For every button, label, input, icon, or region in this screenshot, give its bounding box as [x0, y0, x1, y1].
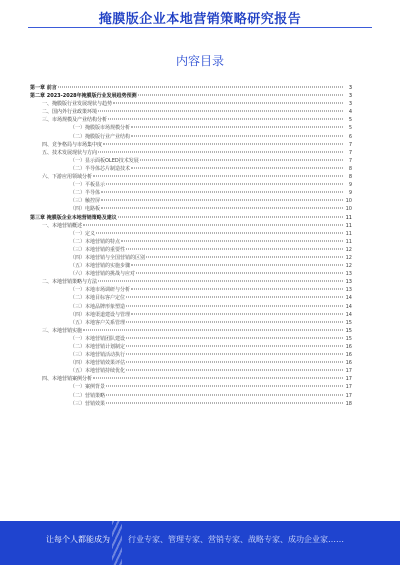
toc-leader-dots: [58, 87, 343, 88]
toc-leader-dots: [113, 103, 343, 104]
toc-entry-text: （五）本地营销持续优化: [70, 368, 126, 375]
toc-entry-text: （二）掩膜版行业产业结构: [70, 133, 131, 140]
toc-entry[interactable]: [30, 400, 352, 408]
toc-entry-text: 第二章 2023-2028年掩膜版行业发展趋势预测: [30, 93, 137, 100]
toc-entry-page: 11: [345, 238, 352, 245]
toc-entry-text: 三、市场规模及产业结构分析: [42, 117, 108, 124]
toc-leader-dots: [106, 386, 343, 387]
toc-leader-dots: [98, 151, 343, 152]
toc-entry-page: 4: [348, 109, 352, 116]
toc-entry-text: （六）本地营销的挑战与应对: [70, 271, 136, 278]
toc-entry-page: 10: [345, 206, 352, 213]
toc-entry-text: （三）触控屏: [70, 198, 101, 205]
toc-entry[interactable]: [30, 133, 352, 141]
toc-entry-page: 3: [348, 85, 352, 91]
toc-entry[interactable]: [30, 343, 352, 351]
toc-entry-text: （二）本地营销的特点: [70, 238, 121, 245]
toc-entry-page: 11: [345, 222, 352, 229]
toc-leader-dots: [83, 224, 343, 225]
toc-entry[interactable]: [30, 254, 352, 262]
toc-leader-dots: [131, 289, 343, 290]
toc-entry[interactable]: [30, 392, 352, 400]
toc-entry-page: 14: [345, 303, 352, 310]
toc-entry[interactable]: [30, 173, 352, 181]
toc-entry[interactable]: [30, 181, 352, 189]
toc-entry-text: （一）显示面板OLED技术发展: [70, 157, 139, 164]
toc-entry-text: 四、竞争格局与市场集中度: [42, 141, 103, 148]
toc-leader-dots: [146, 256, 343, 257]
toc-entry-text: （三）营销效果: [70, 400, 106, 407]
toc-entry-page: 15: [345, 335, 352, 342]
toc-entry[interactable]: [30, 222, 352, 230]
toc-entry-page: 15: [345, 319, 352, 326]
toc-leader-dots: [83, 329, 343, 330]
toc-leader-dots: [131, 265, 343, 266]
toc-entry-page: 13: [345, 279, 352, 286]
toc-leader-dots: [131, 127, 343, 128]
toc-entry-page: 17: [345, 392, 352, 399]
toc-entry[interactable]: [30, 359, 352, 367]
toc-entry-page: 16: [345, 360, 352, 367]
toc-entry[interactable]: [30, 197, 352, 205]
toc-entry-page: 11: [345, 230, 352, 237]
toc-entry-page: 5: [348, 125, 352, 132]
toc-entry-page: 5: [348, 117, 352, 124]
toc-entry[interactable]: [30, 351, 352, 359]
toc-leader-dots: [131, 313, 343, 314]
toc-leader-dots: [126, 305, 343, 306]
toc-entry-page: 13: [345, 287, 352, 294]
toc-entry-text: （三）本地品牌形象塑造: [70, 303, 126, 310]
toc-entry-text: （三）本地营销活动执行: [70, 352, 126, 359]
toc-leader-dots: [106, 184, 343, 185]
toc-leader-dots: [93, 378, 343, 379]
toc-entry[interactable]: [30, 100, 352, 108]
toc-leader-dots: [126, 354, 343, 355]
toc-entry-text: 一、掩膜版行业发展现状与趋势: [42, 101, 113, 108]
toc-entry[interactable]: [30, 238, 352, 246]
toc-entry-page: 18: [345, 400, 352, 407]
toc-entry-page: 14: [345, 311, 352, 318]
toc-entry[interactable]: [30, 303, 352, 311]
toc-leader-dots: [101, 192, 343, 193]
toc-leader-dots: [126, 297, 343, 298]
toc-entry[interactable]: [30, 214, 352, 222]
toc-entry[interactable]: [30, 375, 352, 383]
toc-leader-dots: [140, 159, 343, 160]
toc-entry-text: （五）本地营销的实施步骤: [70, 263, 131, 270]
toc-entry[interactable]: [30, 278, 352, 286]
toc-entry-text: 一、本地营销概述: [42, 222, 83, 229]
toc-entry-text: 第三章 掩膜版企业本地营销策略及建议: [30, 214, 117, 221]
toc-entry-text: 六、下游应用领域分析: [42, 174, 93, 181]
toc-entry-page: 13: [345, 271, 352, 278]
toc-leader-dots: [126, 370, 343, 371]
toc-entry-page: 12: [345, 246, 352, 253]
toc-entry-page: 11: [345, 214, 352, 221]
toc-leader-dots: [108, 119, 343, 120]
toc-entry-page: 9: [348, 190, 352, 197]
footer-slogan-left: 让每个人都能成为: [46, 535, 110, 544]
toc-entry-page: 9: [348, 182, 352, 189]
toc-entry[interactable]: [30, 383, 352, 391]
toc-entry-page: 7: [348, 141, 352, 148]
footer-decoration: [112, 521, 122, 565]
toc-entry-page: 16: [345, 344, 352, 350]
toc-entry-page: 3: [348, 101, 352, 108]
toc-entry[interactable]: [30, 141, 352, 149]
toc-entry-text: （一）案例背景: [70, 384, 106, 391]
toc-entry-text: （四）本地营销效果评估: [70, 360, 126, 367]
toc-leader-dots: [126, 337, 343, 338]
toc-entry-page: 7: [348, 157, 352, 164]
toc-entry[interactable]: [30, 124, 352, 132]
toc-entry-page: 12: [345, 263, 352, 270]
toc-leader-dots: [126, 248, 343, 249]
toc-entry[interactable]: [30, 319, 352, 327]
toc-leader-dots: [138, 95, 343, 96]
toc-entry-text: （一）定义: [70, 230, 96, 237]
toc-entry-text: 三、本地营销实施: [42, 327, 83, 334]
toc-entry[interactable]: [30, 327, 352, 335]
toc-entry[interactable]: [30, 294, 352, 302]
toc-entry-text: （三）本地营销的重要性: [70, 246, 126, 253]
toc-leader-dots: [118, 216, 343, 217]
toc-entry-page: 17: [345, 376, 352, 383]
toc-entry-page: 10: [345, 198, 352, 205]
toc-entry-text: （二）本地目标客户定位: [70, 295, 126, 302]
toc-entry[interactable]: [30, 116, 352, 124]
toc-leader-dots: [121, 240, 343, 241]
toc-entry-text: 第一章 前言: [30, 85, 57, 91]
toc-entry-text: （二）营销策略: [70, 392, 106, 399]
toc-entry[interactable]: [30, 205, 352, 213]
toc-entry-page: 15: [345, 327, 352, 334]
toc-leader-dots: [101, 200, 343, 201]
toc-leader-dots: [106, 402, 343, 403]
toc-entry[interactable]: [30, 286, 352, 294]
toc-entry[interactable]: [30, 335, 352, 343]
toc-entry-text: （五）本地客户关系管理: [70, 319, 126, 326]
toc-title: 内容目录: [175, 54, 224, 68]
toc-entry-text: 四、本地营销案例分析: [42, 376, 93, 383]
footer-slogan-right: 行业专家、管理专家、营销专家、战略专家、成功企业家……: [128, 535, 344, 544]
toc-entry[interactable]: [30, 311, 352, 319]
toc-entry-page: 17: [345, 384, 352, 391]
toc-entry-text: （一）平板显示: [70, 182, 106, 189]
toc-entry-text: （一）本地市场调研与分析: [70, 287, 131, 294]
toc-leader-dots: [93, 176, 343, 177]
toc-entry[interactable]: [30, 165, 352, 173]
page-title: 掩膜版企业本地营销策略研究报告: [98, 12, 302, 27]
toc-entry[interactable]: [30, 230, 352, 238]
table-of-contents: [30, 84, 352, 408]
toc-entry-page: 14: [345, 295, 352, 302]
toc-entry[interactable]: [30, 108, 352, 116]
toc-entry-page: 16: [345, 352, 352, 359]
toc-leader-dots: [131, 167, 343, 168]
toc-entry[interactable]: [30, 84, 352, 92]
toc-entry-page: 12: [345, 254, 352, 261]
toc-entry-page: 3: [348, 93, 352, 100]
footer-banner: [0, 521, 400, 565]
toc-entry[interactable]: [30, 270, 352, 278]
toc-entry[interactable]: [30, 367, 352, 375]
toc-entry-text: （一）本地营销团队建设: [70, 335, 126, 342]
header-divider: [28, 27, 372, 28]
toc-leader-dots: [98, 111, 343, 112]
toc-entry-page: 7: [348, 149, 352, 156]
toc-entry-text: （一）掩膜版市场规模分析: [70, 125, 131, 132]
toc-entry[interactable]: [30, 246, 352, 254]
toc-leader-dots: [103, 143, 343, 144]
toc-entry-text: （四）本地营销与全国营销的区别: [70, 254, 146, 261]
toc-leader-dots: [101, 208, 343, 209]
toc-entry-page: 8: [348, 174, 352, 181]
toc-leader-dots: [126, 362, 343, 363]
toc-entry-text: （二）本地营销计划制定: [70, 344, 126, 350]
toc-leader-dots: [126, 321, 343, 322]
toc-entry-text: （四）本地渠道建设与管理: [70, 311, 131, 318]
toc-entry[interactable]: [30, 262, 352, 270]
toc-entry-text: 二、国内外行业政策环境: [42, 109, 98, 116]
toc-entry-page: 6: [348, 133, 352, 140]
toc-entry-text: （二）半导体: [70, 190, 101, 197]
toc-leader-dots: [98, 281, 343, 282]
toc-entry[interactable]: [30, 157, 352, 165]
toc-entry-text: 五、技术发展现状与方向: [42, 149, 98, 156]
toc-leader-dots: [136, 273, 343, 274]
toc-leader-dots: [131, 135, 343, 136]
toc-entry-page: 8: [348, 165, 352, 172]
toc-entry-text: （二）半导体芯片制造技术: [70, 165, 131, 172]
toc-entry[interactable]: [30, 189, 352, 197]
toc-entry-text: （四）电路板: [70, 206, 101, 213]
toc-entry[interactable]: [30, 149, 352, 157]
toc-leader-dots: [96, 232, 343, 233]
toc-leader-dots: [106, 394, 343, 395]
toc-entry[interactable]: [30, 92, 352, 100]
toc-entry-page: 17: [345, 368, 352, 375]
toc-leader-dots: [126, 346, 343, 347]
toc-entry-text: 二、本地营销策略与方法: [42, 279, 98, 286]
